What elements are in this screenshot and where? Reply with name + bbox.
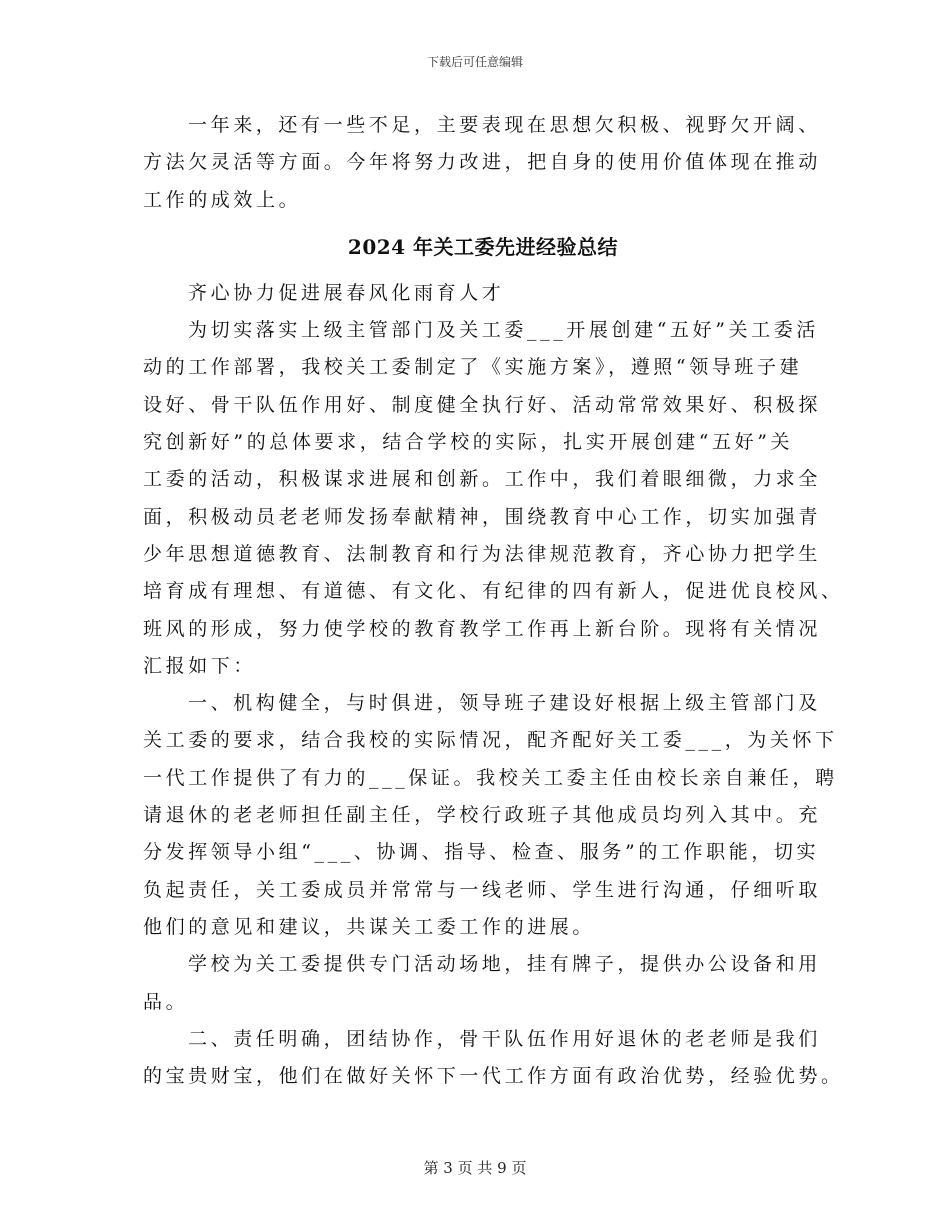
paragraph-line: 分发挥领导小组“___、协调、指导、检查、服务”的工作职能，切实: [143, 841, 820, 864]
paragraph-line: 请退休的老老师担任副主任，学校行政班子其他成员均列入其中。充: [143, 804, 822, 827]
paragraph-3: [143, 946, 823, 1021]
paragraph-line: 设好、骨干队伍作用好、制度健全执行好、活动常常效果好、积极探: [143, 393, 822, 416]
paragraph-line: 的宝贵财宝，他们在做好关怀下一代工作方面有政治优势，经验优势。: [143, 1065, 844, 1088]
paragraph-line: 为切实落实上级主管部门及关工委___开展创建“五好”关工委活: [188, 319, 819, 342]
paragraph-line: 培育成有理想、有道德、有文化、有纪律的四有新人，促进优良校风、: [143, 580, 844, 603]
page-header: 下载后可任意编辑: [426, 55, 523, 69]
paragraph-line: 究创新好”的总体要求，结合学校的实际，扎实开展创建“五好”关: [143, 431, 794, 454]
paragraph-line: 品。: [143, 990, 189, 1013]
paragraph-line: 工委的活动，积极谋求进展和创新。工作中，我们着眼细微，力求全: [143, 468, 822, 491]
paragraph-line: 学校为关工委提供专门活动场地，挂有牌子，提供办公设备和用: [188, 953, 821, 976]
intro-paragraph: [143, 107, 823, 219]
paragraph-line: 一代工作提供了有力的___保证。我校关工委主任由校长亲自兼任，聘: [143, 766, 838, 789]
paragraph-line: 二、责任明确，团结协作，骨干队伍作用好退休的老老师是我们: [188, 1027, 821, 1050]
page-footer: 第 3 页 共 9 页: [423, 1159, 527, 1177]
document-body: [143, 107, 844, 1095]
paragraph-line: 他们的意见和建议，共谋关工委工作的进展。: [143, 915, 596, 938]
intro-line: 工作的成效上。: [143, 188, 302, 211]
paragraph-1: [143, 312, 844, 685]
paragraph-line: 一、机构健全，与时俱进，领导班子建设好根据上级主管部门及: [188, 692, 821, 715]
intro-line: 方法欠灵活等方面。今年将努力改进，把自身的使用价值体现在推动: [143, 151, 822, 174]
paragraph-line: 少年思想道德教育、法制教育和行为法律规范教育，齐心协力把学生: [143, 542, 822, 565]
paragraph-line: 动的工作部署，我校关工委制定了《实施方案》，遵照“领导班子建: [143, 356, 803, 379]
paragraph-2: [143, 685, 838, 946]
intro-line: 一年来，还有一些不足，主要表现在思想欠积极、视野欠开阔、: [188, 114, 821, 136]
paragraph-4: [143, 1021, 844, 1096]
paragraph-line: 汇报如下：: [143, 654, 257, 677]
paragraph-line: 班风的形成，努力使学校的教育教学工作再上新台阶。现将有关情况: [143, 617, 822, 640]
document-subtitle: 齐心协力促进展春风化雨育人才: [188, 281, 505, 304]
document-title: 2024 年关工委先进经验总结: [347, 234, 619, 259]
paragraph-line: 负起责任，关工委成员并常常与一线老师、学生进行沟通，仔细听取: [143, 878, 822, 901]
paragraph-line: 面，积极动员老老师发扬奉献精神，围绕教育中心工作，切实加强青: [143, 505, 822, 528]
paragraph-line: 关工委的要求，结合我校的实际情况，配齐配好关工委___，为关怀下: [143, 729, 838, 752]
